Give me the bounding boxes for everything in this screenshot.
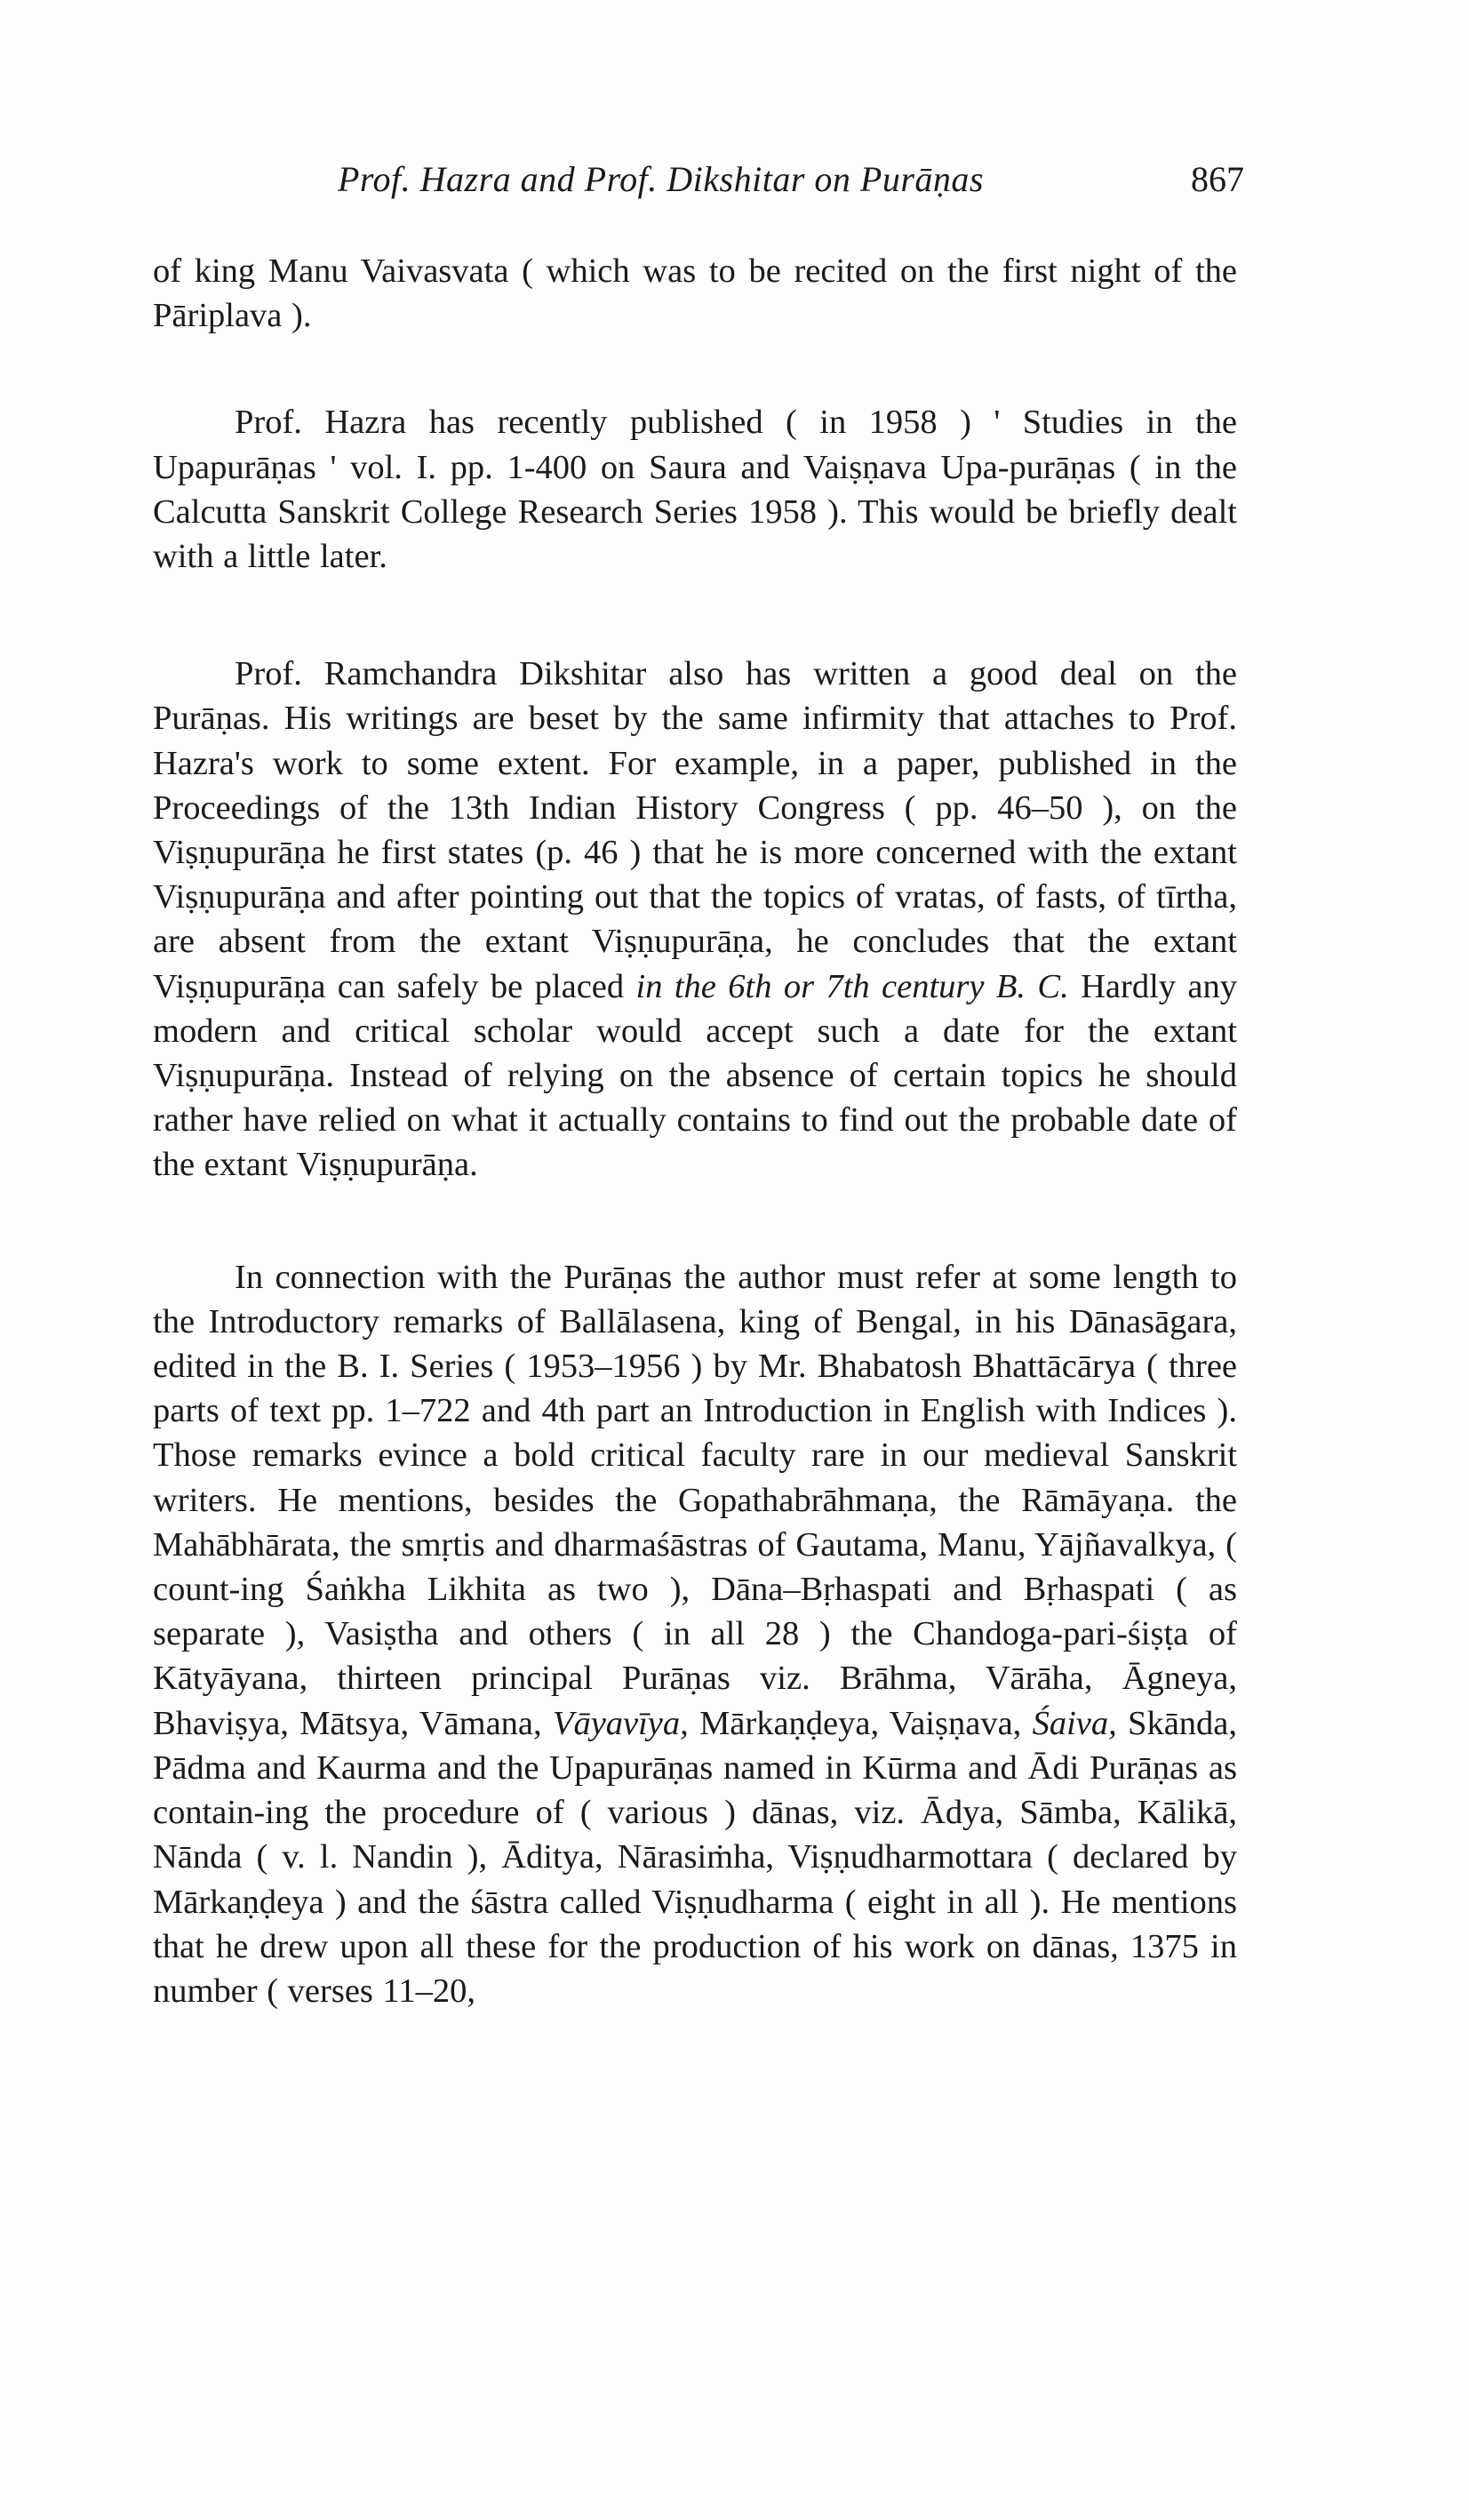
paragraph-3-text-b: Hardly any modern and critical scholar would accept such a date for the extant Viṣṇupurāṇa. Instead of relying on the absence of certain topics he should rather have relied on what it actually contains to find out the probable date of the extant Viṣṇupurāṇa. xyxy=(153,967,1238,1184)
paragraph-4 xyxy=(153,1255,1237,2013)
paragraph-4-italic-saiva: Śaiva, xyxy=(1032,1704,1117,1742)
paragraph-4-italic-vayaviya: Vāyavīya, xyxy=(552,1704,689,1742)
running-header xyxy=(160,158,1244,212)
paragraph-3-text-a: Prof. Ramchandra Dikshitar also has written a good deal on the Purāṇas. His writings are beset by the same infirmity that attaches to Prof. Hazra's work to some extent. For example, in a paper, published in the Proceedings of the 13th Indian History Congress ( pp. 46–50 ), on the Viṣṇupurāṇa he first states (p. 46 ) that he is more concerned with the extant Viṣṇupurāṇa and after pointing out that the topics of vratas, of fasts, of tīrtha, are absent from the extant Viṣṇupurāṇa, he concludes that the extant Viṣṇupurāṇa can safely be placed xyxy=(153,655,1237,1005)
paragraph-4-text-b: Mārkaṇḍeya, Vaiṣṇava, xyxy=(699,1704,1022,1742)
paragraph-1: of king Manu Vaivasvata ( which was to be recited on the first night of the Pāriplava ). xyxy=(153,252,1237,335)
paragraph-4-text-c: Skānda, Pādma and Kaurma and the Upapurāṇas named in Kūrma and Ādi Purāṇas as contain-ing the procedure of ( various ) dānas, viz. Ādya, Sāmba, Kālikā, Nānda ( v. l. Nandin ), Āditya, Nārasiṁha, Viṣṇudharmottara ( declared by Mārkaṇḍeya ) and the śāstra called Viṣṇudharma ( eight in all ). He mentions that he drew upon all these for the production of his work on dānas, 1375 in number ( verses 11–20, xyxy=(153,1704,1237,2010)
running-title: Prof. Hazra and Prof. Dikshitar on Purāṇas xyxy=(338,159,984,199)
paragraph-2: Prof. Hazra has recently published ( in 1958 ) ' Studies in the Upapurāṇas ' vol. I. pp. 1-400 on Saura and Vaiṣṇava Upa-purāṇas ( in the Calcutta Sanskrit College Research Series 1958 ). This would be briefly dealt with a little later. xyxy=(153,404,1237,576)
paragraph-3 xyxy=(153,652,1237,1187)
page-number: 867 xyxy=(1191,159,1244,199)
paragraph-4-text-a: In connection with the Purāṇas the author must refer at some length to the Introductory remarks of Ballālasena, king of Bengal, in his Dānasāgara, edited in the B. I. Series ( 1953–1956 ) by Mr. Bhabatosh Bhattācārya ( three parts of text pp. 1–722 and 4th part an Introduction in English with Indices ). Those remarks evince a bold critical faculty rare in our medieval Sanskrit writers. He mentions, besides the Gopathabrāhmaṇa, the Rāmāyaṇa. the Mahābhārata, the smṛtis and dharmaśāstras of Gautama, Manu, Yājñavalkya, ( count-ing Śaṅkha Likhita as two ), Dāna–Bṛhaspati and Bṛhaspati ( as separate ), Vasiṣtha and others ( in all 28 ) the Chandoga-pari-śiṣṭa of Kātyāyana, thirteen principal Purāṇas viz. Brāhma, Vārāha, Āgneya, Bhaviṣya, Mātsya, Vāmana, xyxy=(153,1258,1237,1742)
paragraph-3-italic-date: in the 6th or 7th century B. C. xyxy=(635,967,1069,1005)
body-text xyxy=(153,249,1237,2013)
